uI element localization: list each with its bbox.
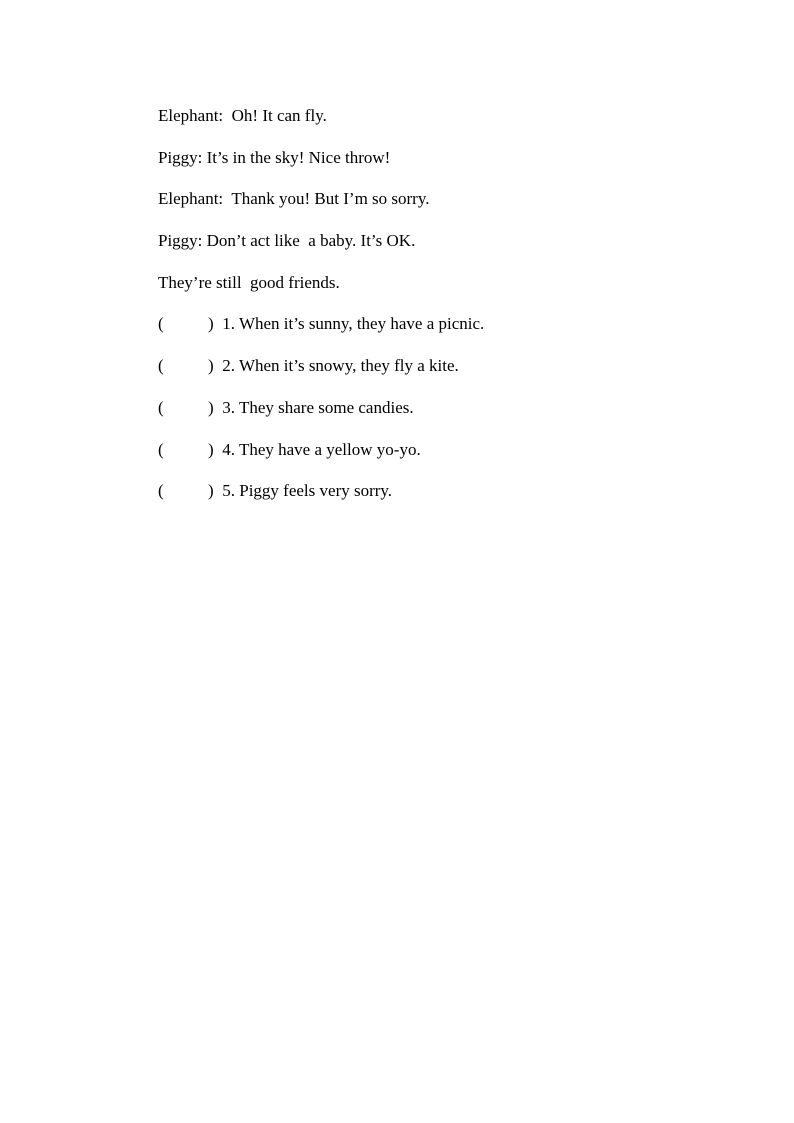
question-text: 3. They share some candies.: [218, 397, 414, 417]
question-text: 5. Piggy feels very sorry.: [218, 481, 393, 501]
answer-blank-open: (: [158, 481, 164, 501]
answer-blank-close: ): [208, 439, 214, 459]
answer-blank-open: (: [158, 439, 164, 459]
question-5: [158, 479, 718, 503]
dialogue-line-2: Piggy: It’s in the sky! Nice throw!: [158, 147, 391, 167]
question-1: [158, 312, 718, 336]
dialogue-line-4: Piggy: Don’t act like a baby. It’s OK.: [158, 231, 416, 251]
answer-blank-close: ): [208, 397, 214, 417]
answer-blank-open: (: [158, 356, 164, 376]
closing-sentence: They’re still good friends.: [158, 272, 340, 292]
dialogue-line-1: Elephant: Oh! It can fly.: [158, 106, 327, 125]
question-text: 1. When it’s sunny, they have a picnic.: [218, 314, 485, 334]
answer-blank-close: ): [208, 314, 214, 334]
answer-blank-close: ): [208, 481, 214, 501]
reading-passage: [158, 104, 718, 521]
question-2: [158, 354, 718, 378]
answer-blank-open: (: [158, 397, 164, 417]
question-text: 2. When it’s snowy, they fly a kite.: [218, 356, 459, 376]
question-4: [158, 438, 718, 462]
question-text: 4. They have a yellow yo-yo.: [218, 439, 421, 459]
dialogue-line-3: Elephant: Thank you! But I’m so sorry.: [158, 189, 430, 209]
question-3: [158, 396, 718, 420]
answer-blank-open: (: [158, 314, 164, 334]
answer-blank-close: ): [208, 356, 214, 376]
